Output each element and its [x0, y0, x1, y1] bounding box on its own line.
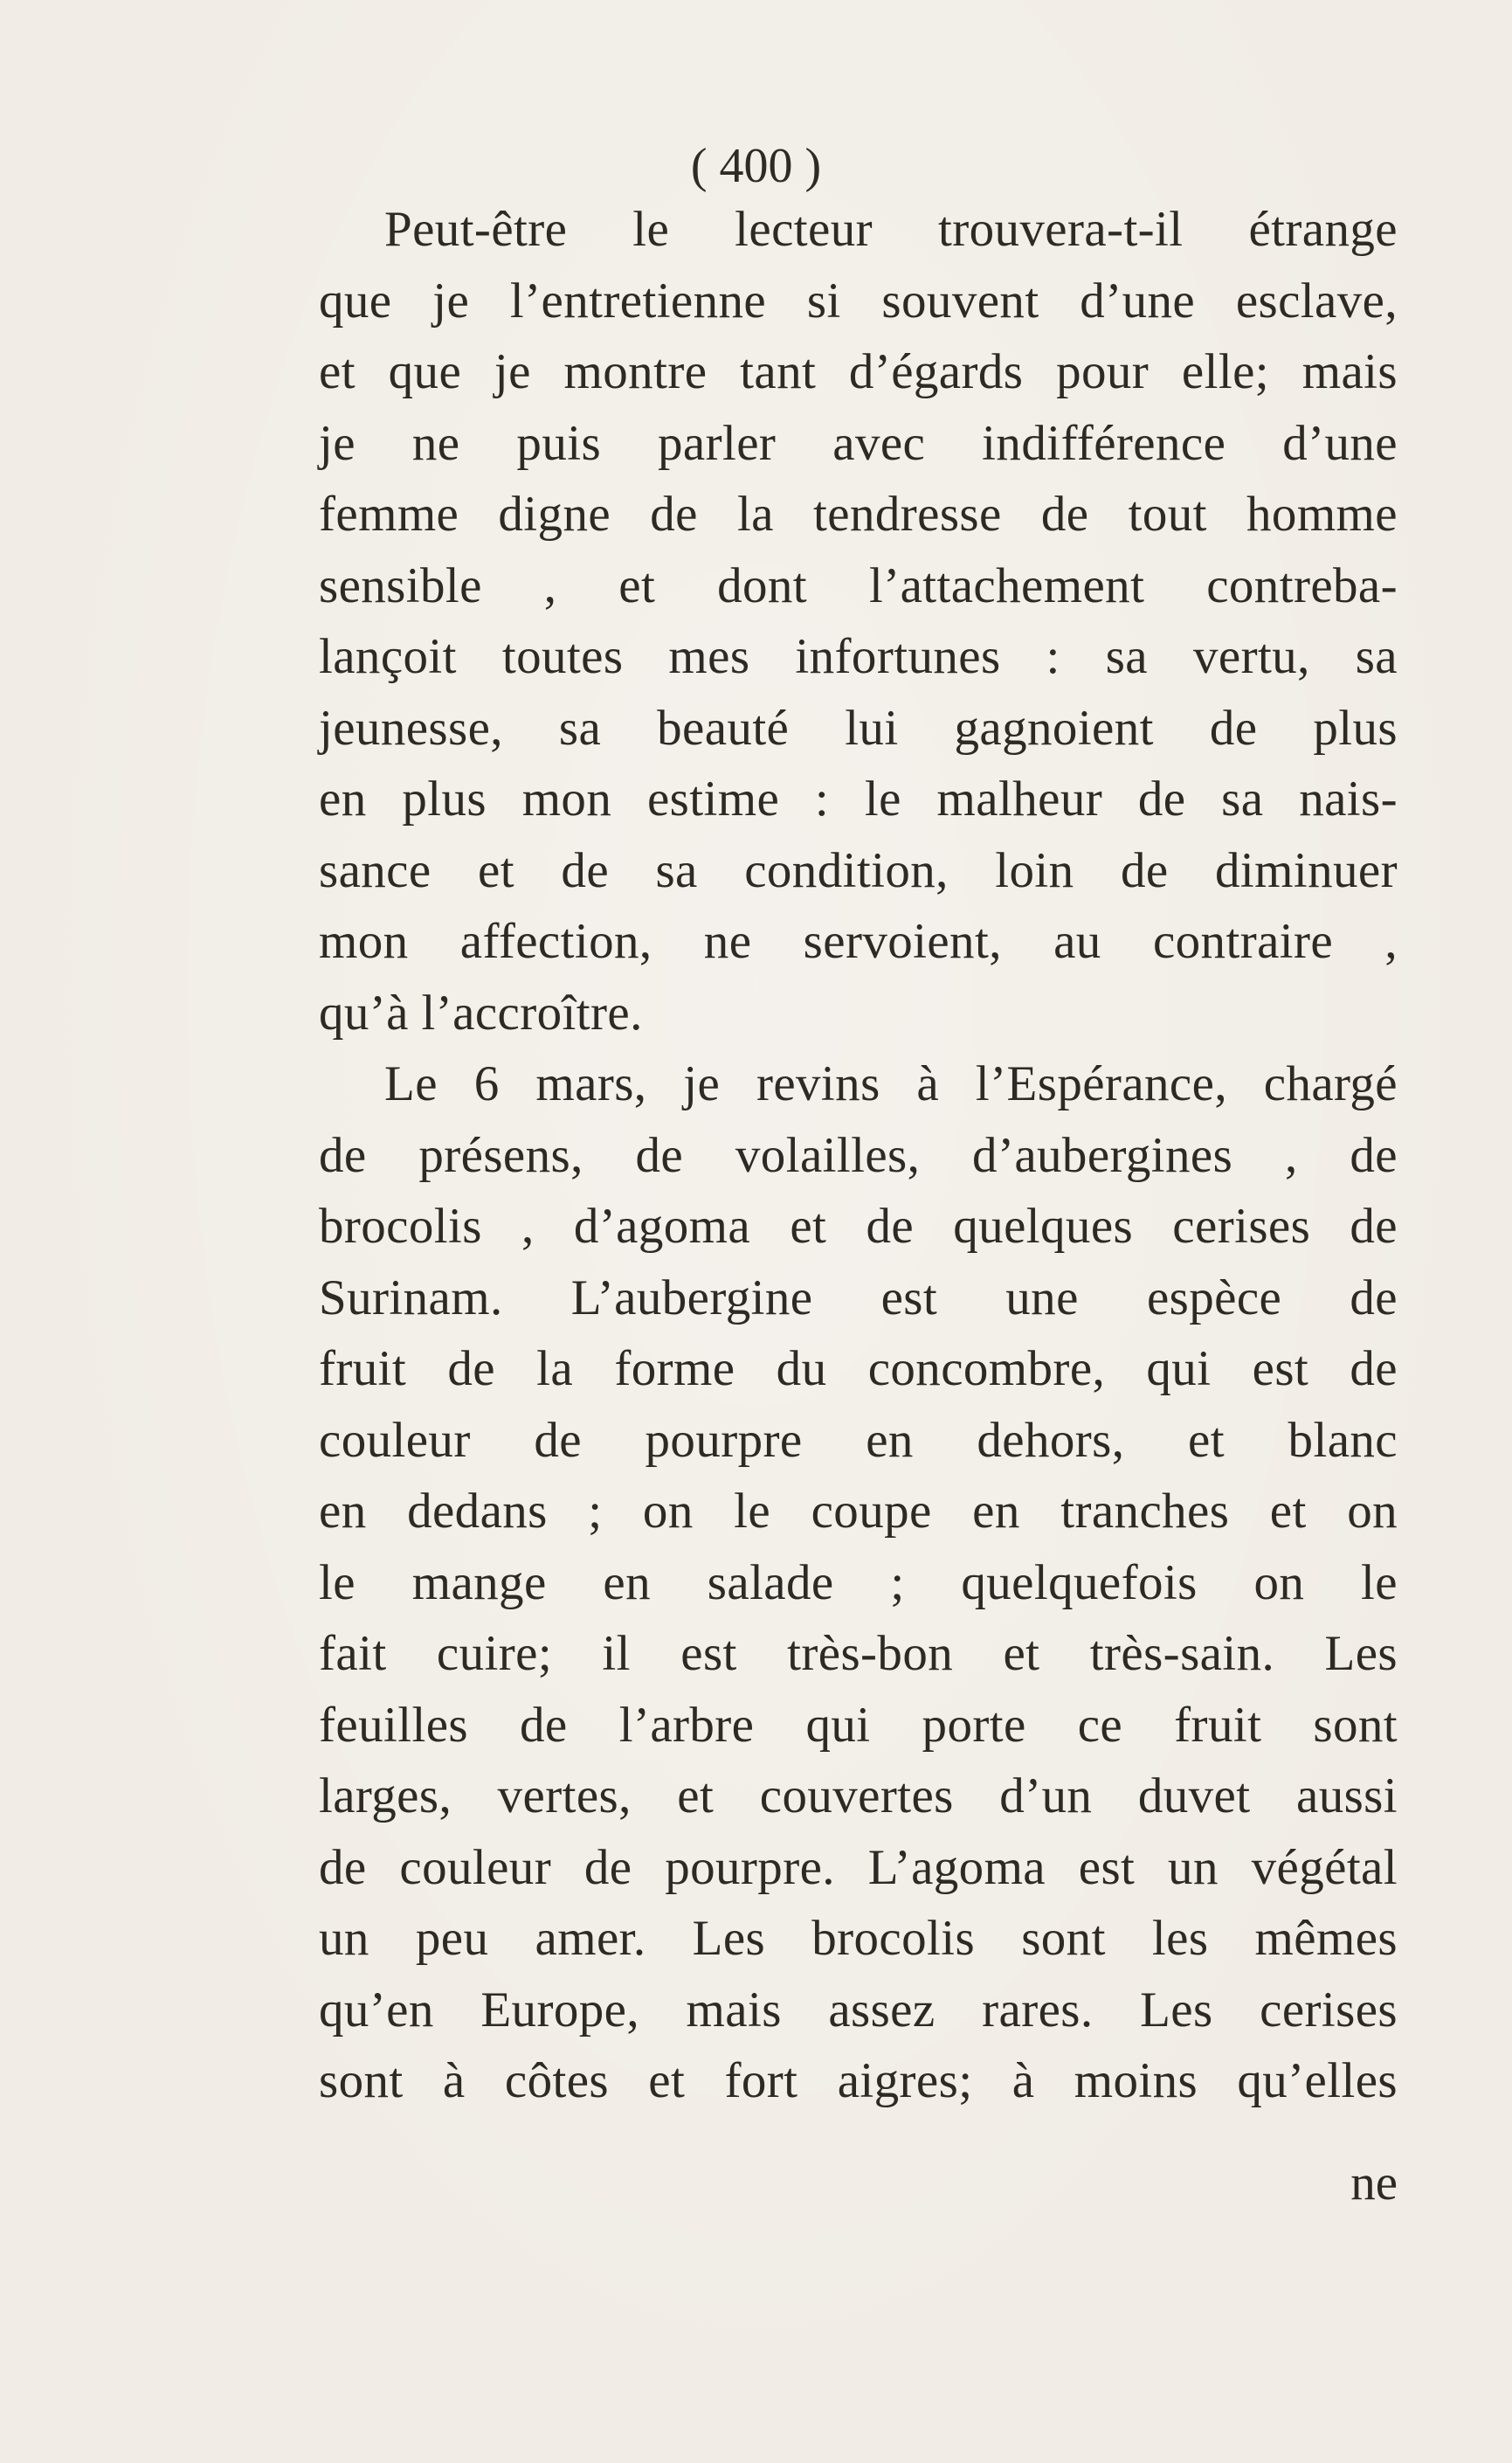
paragraph: [319, 194, 1398, 1048]
text-line: fait cuire; il est très-bon et très-sain. Les: [319, 1626, 1398, 1681]
text-line: sance et de sa condition, loin de diminuer: [319, 842, 1398, 898]
body-text: [319, 194, 1398, 2117]
text-line: mon affection, ne servoient, au contraire ,: [319, 914, 1398, 969]
text-line: un peu amer. Les brocolis sont les mêmes: [319, 1911, 1398, 1966]
text-line: fruit de la forme du concombre, qui est de: [319, 1341, 1398, 1396]
text-line: et que je montre tant d’égards pour elle; mais: [319, 344, 1398, 399]
text-line: Surinam. L’aubergine est une espèce de: [319, 1270, 1398, 1325]
text-line: larges, vertes, et couvertes d’un duvet aussi: [319, 1768, 1398, 1823]
text-line: que je l’entretienne si souvent d’une esclave,: [319, 273, 1398, 329]
text-line: de présens, de volailles, d’aubergines , de: [319, 1127, 1398, 1183]
text-line: feuilles de l’arbre qui porte ce fruit sont: [319, 1697, 1398, 1753]
text-line: de couleur de pourpre. L’agoma est un végétal: [319, 1839, 1398, 1895]
text-line: en dedans ; on le coupe en tranches et on: [319, 1484, 1398, 1539]
text-line: lançoit toutes mes infortunes : sa vertu, sa: [319, 629, 1398, 684]
text-line: Le 6 mars, je revins à l’Espérance, chargé: [384, 1056, 1398, 1111]
text-line: jeunesse, sa beauté lui gagnoient de plus: [319, 700, 1398, 756]
text-line: qu’en Europe, mais assez rares. Les cerises: [319, 1982, 1398, 2038]
text-line: sont à côtes et fort aigres; à moins qu’elles: [319, 2053, 1398, 2108]
page-number-header: ( 400 ): [690, 139, 822, 193]
text-line: brocolis , d’agoma et de quelques cerises de: [319, 1199, 1398, 1254]
text-line: qu’à l’accroître.: [319, 985, 643, 1041]
text-line: sensible , et dont l’attachement contreba-: [319, 557, 1398, 613]
text-line: le mange en salade ; quelquefois on le: [319, 1554, 1398, 1610]
text-line: en plus mon estime : le malheur de sa nais-: [319, 771, 1398, 827]
text-line: femme digne de la tendresse de tout homme: [319, 487, 1398, 542]
paragraph: [319, 1048, 1398, 2117]
text-line: Peut-être le lecteur trouvera-t-il étrange: [384, 202, 1398, 257]
text-line: couleur de pourpre en dehors, et blanc: [319, 1412, 1398, 1468]
catchword: ne: [1350, 2155, 1398, 2210]
text-line: je ne puis parler avec indifférence d’une: [319, 415, 1398, 471]
